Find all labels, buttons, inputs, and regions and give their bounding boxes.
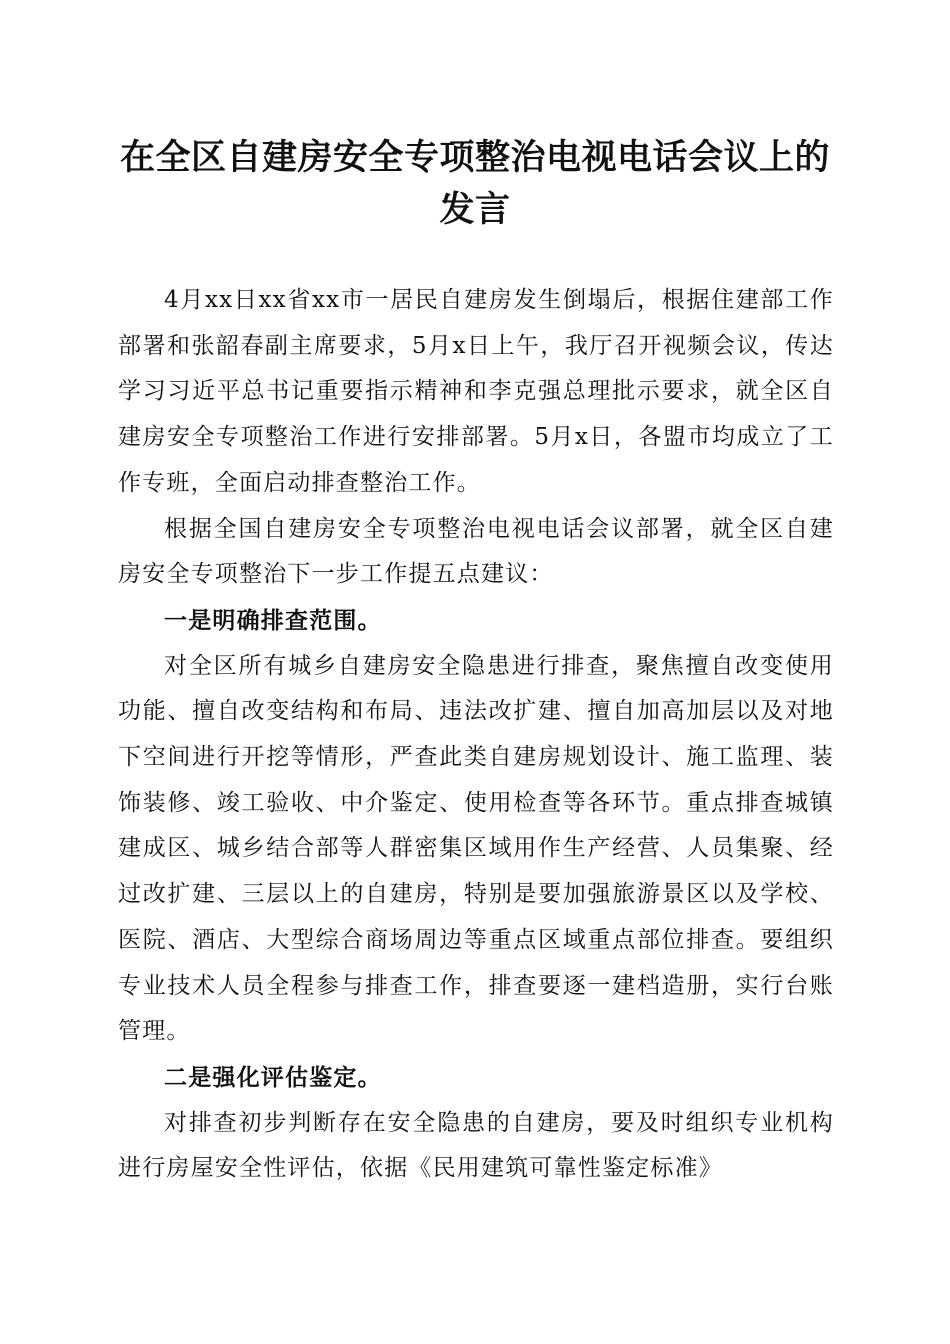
section-heading-2: 二是强化评估鉴定。	[164, 1063, 382, 1091]
document-body	[118, 278, 834, 1192]
paragraph-proposal: 根据全国自建房安全专项整治电视电话会议部署，就全区自建房安全专项整治下一步工作提五点建议：	[118, 515, 834, 588]
paragraph-section-1: 对全区所有城乡自建房安全隐患进行排查，聚焦擅自改变使用功能、擅自改变结构和布局、违法改扩建、擅自加高加层以及对地下空间进行开挖等情形，严查此类自建房规划设计、施工监理、装饰装修、竣工验收、中介鉴定、使用检查等各环节。重点排查城镇建成区、城乡结合部等人群密集区域用作生产经营、人员集聚、经过改扩建、三层以上的自建房，特别是要加强旅游景区以及学校、医院、酒店、大型综合商场周边等重点区域重点部位排查。要组织专业技术人员全程参与排查工作，排查要逐一建档造册，实行台账管理。	[118, 652, 834, 1045]
document-title	[100, 132, 850, 236]
section-heading-1: 一是明确排查范围。	[164, 606, 382, 634]
title-line-1: 在全区自建房安全专项整治电视电话会议上的	[119, 137, 830, 178]
paragraph-section-2: 对排查初步判断存在安全隐患的自建房，要及时组织专业机构进行房屋安全性评估，依据《民用建筑可靠性鉴定标准》	[118, 1109, 834, 1182]
paragraph-intro: 4月xx日xx省xx市一居民自建房发生倒塌后，根据住建部工作部署和张韶春副主席要求，5月x日上午，我厅召开视频会议，传达学习习近平总书记重要指示精神和李克强总理批示要求，就全区自建房安全专项整治工作进行安排部署。5月x日，各盟市均成立了工作专班，全面启动排查整治工作。	[118, 287, 834, 496]
title-line-2: 发言	[439, 189, 511, 230]
